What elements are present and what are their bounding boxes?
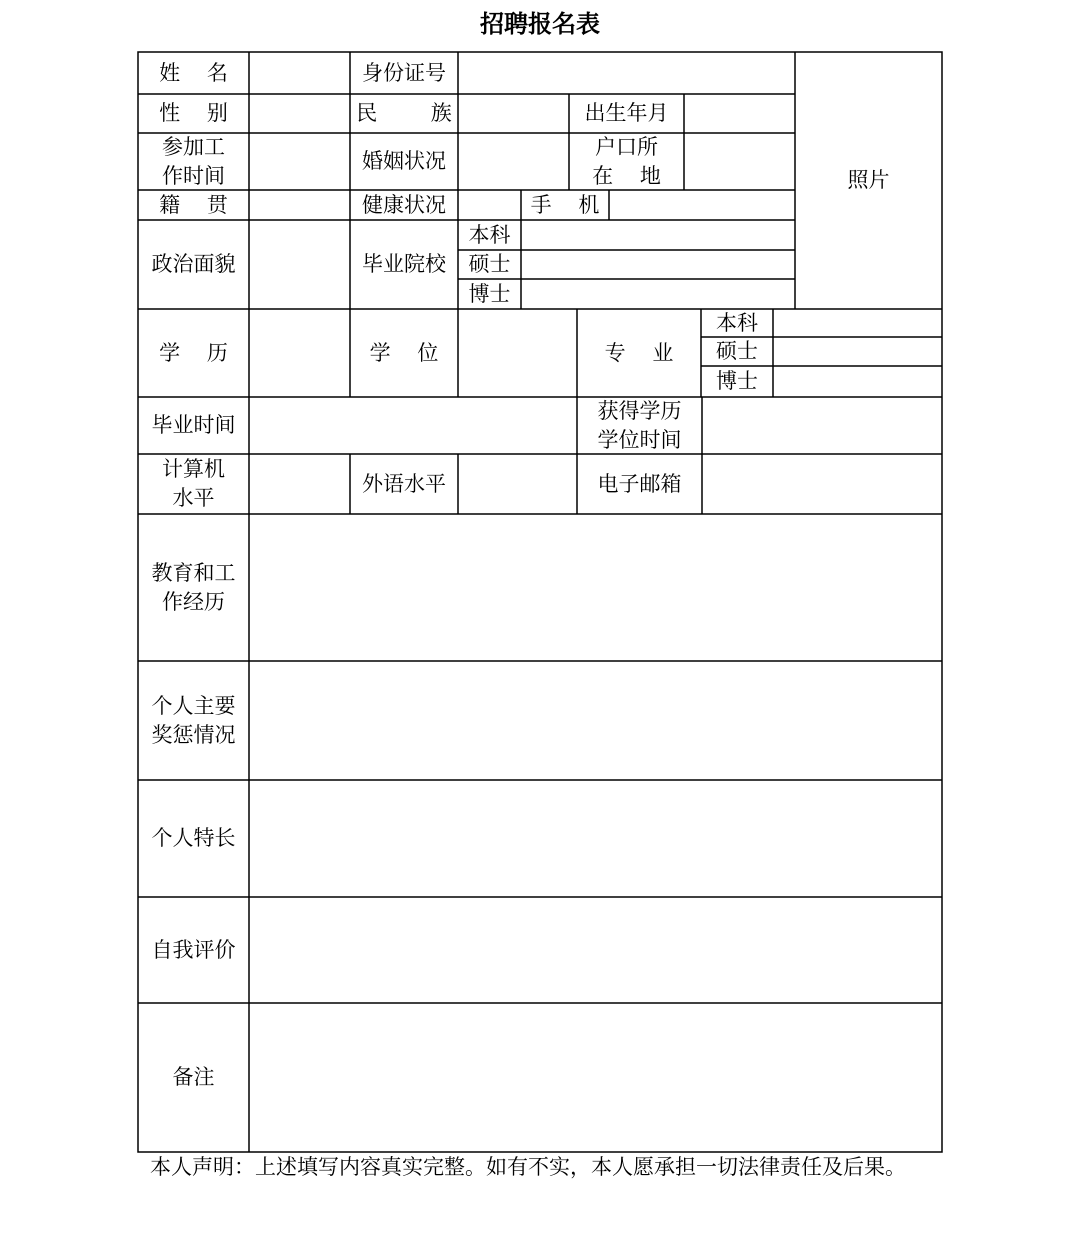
remarks-label: 备注 — [172, 1065, 215, 1089]
major-doctor-label: 博士 — [716, 369, 758, 393]
political-status-label: 政治面貌 — [151, 252, 236, 276]
marital-status-label: 婚姻状况 — [362, 149, 446, 173]
work-start-time-label: 参加工 作时间 — [162, 134, 225, 188]
education-work-experience-label: 教育和工 作经历 — [151, 560, 236, 614]
household-location-label: 户口所 在 地 — [592, 134, 661, 188]
gender-label: 性 别 — [159, 101, 228, 125]
birth-date-label: 出生年月 — [584, 101, 669, 125]
name-label: 姓 名 — [159, 60, 228, 85]
awards-punishments-label: 个人主要 奖惩情况 — [151, 693, 236, 747]
degree-obtained-time-label: 获得学历 学位时间 — [597, 398, 682, 452]
mobile-label: 手 机 — [530, 192, 600, 217]
graduate-school-label: 毕业院校 — [362, 252, 446, 276]
school-master-label: 硕士 — [468, 252, 511, 276]
photo-label: 照片 — [847, 168, 890, 192]
education-label: 学 历 — [159, 340, 228, 365]
registration-form-table — [137, 51, 943, 1153]
foreign-language-level-label: 外语水平 — [362, 471, 446, 496]
computer-level-label: 计算机 水平 — [162, 457, 225, 510]
ethnicity-label: 民 族 — [356, 101, 452, 125]
degree-label: 学 位 — [369, 340, 439, 365]
major-label: 专 业 — [604, 340, 674, 365]
major-master-label: 硕士 — [716, 339, 758, 363]
major-bachelor-label: 本科 — [716, 310, 758, 335]
health-status-label: 健康状况 — [362, 192, 446, 217]
native-place-label: 籍 贯 — [159, 192, 228, 217]
id-number-label: 身份证号 — [362, 60, 446, 85]
graduation-time-label: 毕业时间 — [151, 413, 236, 437]
declaration-text: 本人声明：上述填写内容真实完整。如有不实，本人愿承担一切法律责任及后果。 — [150, 1155, 906, 1179]
personal-skills-label: 个人特长 — [151, 826, 236, 850]
form-title: 招聘报名表 — [480, 10, 600, 38]
self-evaluation-label: 自我评价 — [151, 937, 236, 962]
school-bachelor-label: 本科 — [468, 222, 511, 247]
email-label: 电子邮箱 — [597, 471, 682, 496]
school-doctor-label: 博士 — [468, 281, 511, 306]
